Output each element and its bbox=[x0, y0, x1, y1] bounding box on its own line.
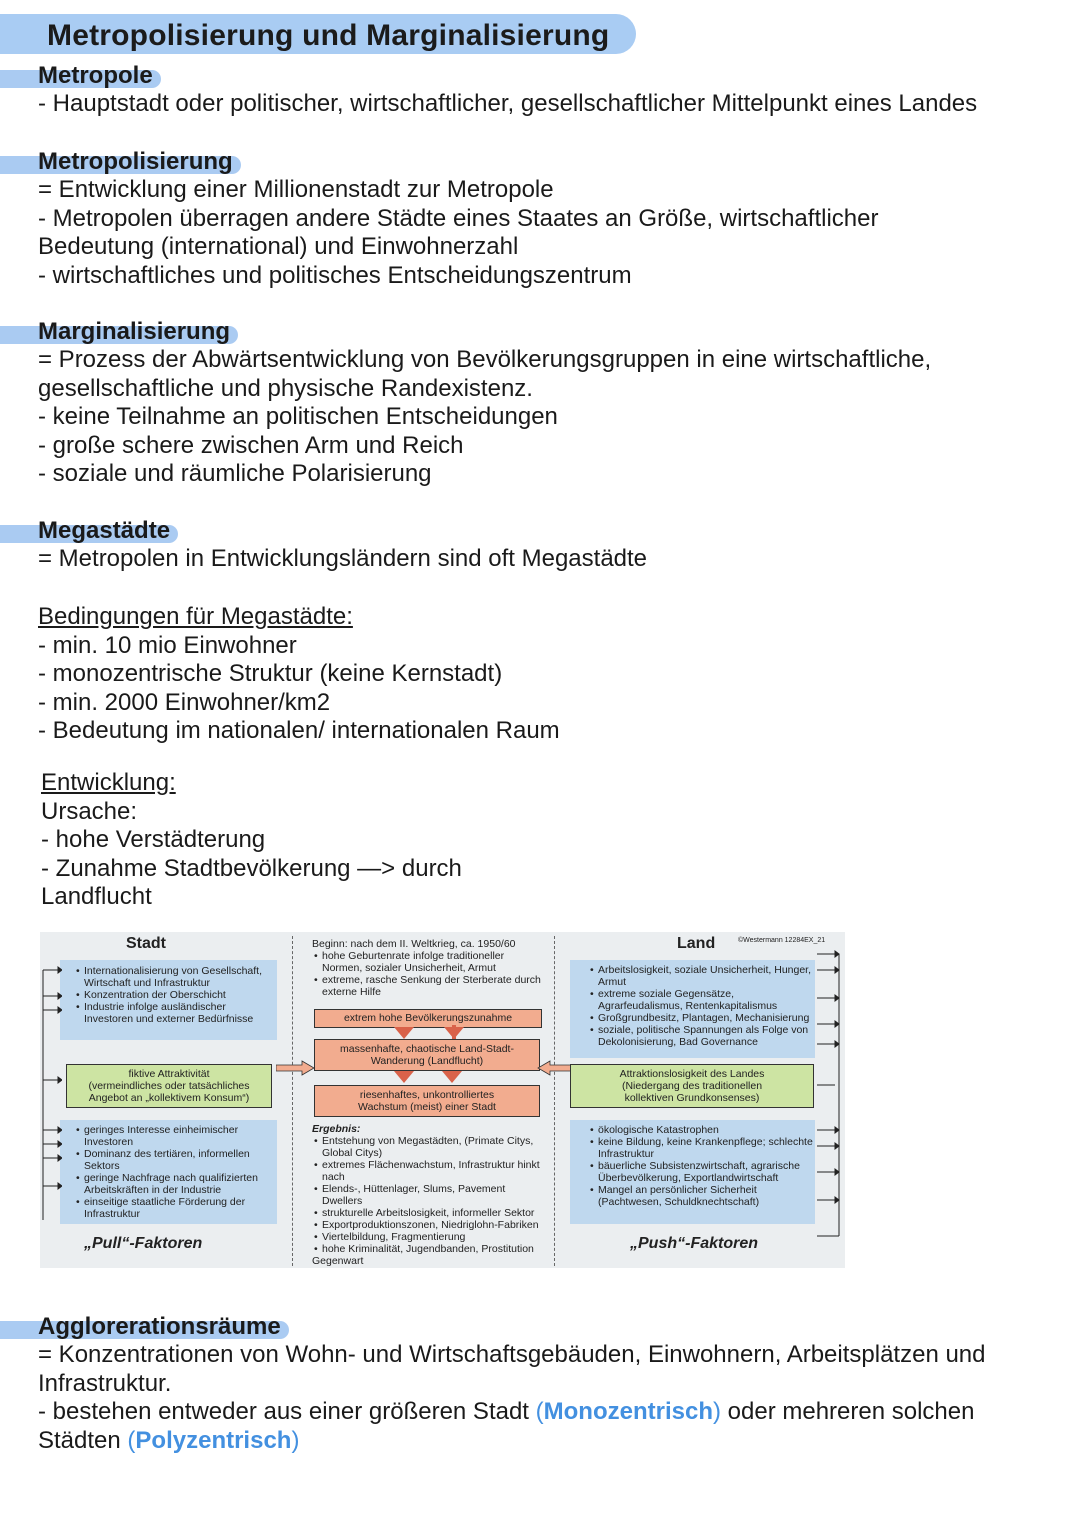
heading-bedingungen: Bedingungen für Megastädte: bbox=[38, 603, 353, 630]
heading-entwicklung: Entwicklung: bbox=[41, 769, 176, 796]
divider-left bbox=[292, 936, 293, 1266]
text-line: = Metropolen in Entwicklungsländern sind oft Megastädte bbox=[38, 545, 648, 572]
text-line: Ursache: bbox=[41, 797, 138, 825]
divider-right bbox=[554, 936, 555, 1266]
list-item: • geringe Nachfrage nach qualifizierten Arbeitskräften in der Industrie bbox=[84, 1172, 277, 1196]
list-item: • strukturelle Arbeitslosigkeit, informeller Sektor bbox=[322, 1207, 548, 1219]
list-item: • Internationalisierung von Gesellschaft, Wirtschaft und Infrastruktur bbox=[84, 965, 277, 989]
beginn-text: Beginn: nach dem II. Weltkrieg, ca. 1950/60 bbox=[312, 938, 516, 950]
text-line: - wirtschaftliches und politisches Entscheidungszentrum bbox=[38, 261, 632, 289]
paren: ( bbox=[127, 1426, 136, 1454]
text-line: - monozentrische Struktur (keine Kernstadt) bbox=[38, 660, 503, 688]
heading-metropole: Metropole bbox=[38, 62, 153, 89]
list-item: • ökologische Katastrophen bbox=[598, 1124, 815, 1136]
text-line: - soziale und räumliche Polarisierung bbox=[38, 460, 432, 488]
red-box-zunahme: extrem hohe Bevölkerungszunahme bbox=[314, 1009, 542, 1028]
box-line: Wachstum (meist) einer Stadt bbox=[358, 1101, 496, 1113]
heading-agglomeration: Agglorerationsräume bbox=[38, 1313, 281, 1340]
list-item: • soziale, politische Spannungen als Folge von Dekolonisierung, Bad Governance bbox=[598, 1024, 815, 1048]
stadt-top-box bbox=[60, 960, 277, 1040]
section-megastaedte bbox=[38, 517, 1048, 574]
fiktive-attraktivitaet-box bbox=[66, 1064, 272, 1108]
text-line: = Prozess der Abwärtsentwicklung von Bevölkerungsgruppen in eine wirtschaftliche, bbox=[38, 346, 932, 373]
list-item: • hohe Geburtenrate infolge traditioneller Normen, sozialer Unsicherheit, Armut bbox=[322, 950, 542, 974]
text-line: - min. 10 mio Einwohner bbox=[38, 631, 297, 659]
list-item: • hohe Kriminalität, Jugendbanden, Prostitution bbox=[322, 1243, 548, 1255]
paren: ) bbox=[712, 1398, 721, 1426]
section-metropolisierung bbox=[38, 148, 1048, 290]
push-faktoren-label: „Push“-Faktoren bbox=[630, 1235, 759, 1252]
push-pull-diagram bbox=[40, 932, 845, 1268]
text-line: - große schere zwischen Arm und Reich bbox=[38, 431, 464, 459]
box-line: Wanderung (Landflucht) bbox=[370, 1055, 484, 1067]
arrow-to-stadt bbox=[276, 1060, 316, 1076]
heading-marginalisierung: Marginalisierung bbox=[38, 318, 231, 345]
section-bedingungen bbox=[38, 603, 1048, 746]
text-line: - min. 2000 Einwohner/km2 bbox=[38, 688, 331, 716]
box-line: riesenhaftes, unkontrolliertes bbox=[359, 1089, 495, 1101]
list-item: • Konzentration der Oberschicht bbox=[84, 989, 277, 1001]
list-item: • extreme soziale Gegensätze, Agrarfeudalismus, Rentenkapitalismus bbox=[598, 988, 815, 1012]
box-line: (vermeindliches oder tatsächliches bbox=[88, 1080, 250, 1092]
box-line: (Niedergang des traditionellen bbox=[621, 1080, 763, 1092]
middle-top-text bbox=[312, 938, 542, 998]
copyright-note: ©Westermann 12284EX_21 bbox=[738, 937, 826, 944]
pull-arrows bbox=[40, 960, 62, 1230]
text-line-poly bbox=[38, 1427, 1048, 1456]
list-item: • Exportproduktionszonen, Niedriglohn-Fabriken bbox=[322, 1219, 548, 1231]
text-line: = Entwicklung einer Millionenstadt zur Metropole bbox=[38, 176, 554, 203]
box-line: kollektiven Grundkonsenses) bbox=[624, 1092, 760, 1104]
list-item: • Mangel an persönlicher Sicherheit (Pachtwesen, Schuldknechtschaft) bbox=[598, 1184, 815, 1208]
list-item: • Industrie infolge ausländischer Investoren und externer Bedürfnisse bbox=[84, 1001, 277, 1025]
land-top-box bbox=[570, 960, 815, 1058]
text-line: gesellschaftliche und physische Randexistenz. bbox=[38, 374, 533, 402]
stadt-bottom-box bbox=[60, 1120, 277, 1224]
text-line: - Metropolen überragen andere Städte eines Staates an Größe, wirtschaftlicher bbox=[38, 204, 879, 232]
gegenwart-label: Gegenwart bbox=[312, 1255, 364, 1267]
list-item: • extremes Flächenwachstum, Infrastruktur hinkt nach bbox=[322, 1159, 548, 1183]
list-item: • geringes Interesse einheimischer Investoren bbox=[84, 1124, 277, 1148]
box-line: fiktive Attraktivität bbox=[128, 1068, 210, 1080]
list-item: • extreme, rasche Senkung der Sterberate durch externe Hilfe bbox=[322, 974, 542, 998]
text-line: - Hauptstadt oder politischer, wirtschaftlicher, gesellschaftlicher Mittelpunkt eines Landes bbox=[38, 90, 978, 117]
box-line: massenhafte, chaotische Land-Stadt- bbox=[340, 1043, 514, 1055]
box-line: Angebot an „kollektivem Konsum“) bbox=[88, 1092, 250, 1104]
text-fragment: - bestehen entweder aus einer größeren Stadt bbox=[38, 1398, 536, 1426]
text-line: Infrastruktur. bbox=[38, 1369, 172, 1397]
section-entwicklung bbox=[41, 769, 1051, 912]
text-line: = Konzentrationen von Wohn- und Wirtschaftsgebäuden, Einwohnern, Arbeitsplätzen und bbox=[38, 1341, 986, 1368]
polyzentrisch-term: Polyzentrisch bbox=[135, 1426, 292, 1454]
attraktionslosigkeit-box bbox=[570, 1064, 814, 1108]
list-item: • keine Bildung, keine Krankenpflege; schlechte Infrastruktur bbox=[598, 1136, 815, 1160]
text-fragment: Städten bbox=[38, 1426, 128, 1454]
red-box-wachstum bbox=[314, 1085, 540, 1117]
middle-bottom-text bbox=[312, 1123, 548, 1267]
section-marginalisierung bbox=[38, 318, 1048, 489]
list-item: • Elends-, Hüttenlager, Slums, Pavement Dwellers bbox=[322, 1183, 548, 1207]
list-item: • Viertelbildung, Fragmentierung bbox=[322, 1231, 548, 1243]
paren: ) bbox=[291, 1426, 300, 1454]
heading-metropolisierung: Metropolisierung bbox=[38, 148, 233, 175]
list-item: • Entstehung von Megastädten, (Primate Citys, Global Citys) bbox=[322, 1135, 548, 1159]
text-line: - keine Teilnahme an politischen Entscheidungen bbox=[38, 403, 558, 431]
text-line: Bedeutung (international) und Einwohnerzahl bbox=[38, 233, 519, 261]
land-bottom-box bbox=[570, 1120, 815, 1224]
monozentrisch-term: Monozentrisch bbox=[543, 1398, 713, 1426]
list-item: • bäuerliche Subsistenzwirtschaft, agrarische Überbevölkerung, Exportlandwirtschaft bbox=[598, 1160, 815, 1184]
list-item: • einseitige staatliche Förderung der Infrastruktur bbox=[84, 1196, 277, 1220]
land-heading: Land bbox=[677, 935, 716, 952]
heading-megastaedte: Megastädte bbox=[38, 517, 171, 544]
push-arrows bbox=[815, 950, 843, 1240]
list-item: • Dominanz des tertiären, informellen Sektors bbox=[84, 1148, 277, 1172]
pull-faktoren-label: „Pull“-Faktoren bbox=[84, 1235, 203, 1252]
list-item: • Arbeitslosigkeit, soziale Unsicherheit, Hunger, Armut bbox=[598, 964, 815, 988]
text-line: - Bedeutung im nationalen/ internationalen Raum bbox=[38, 717, 560, 745]
ergebnis-label: Ergebnis: bbox=[312, 1123, 361, 1135]
text-fragment: oder mehreren solchen bbox=[720, 1398, 975, 1426]
page-title: Metropolisierung und Marginalisierung bbox=[47, 19, 610, 52]
text-line: Landflucht bbox=[41, 883, 152, 911]
box-line: Attraktionslosigkeit des Landes bbox=[619, 1068, 765, 1080]
paren: ( bbox=[535, 1398, 544, 1426]
flow-arrows bbox=[314, 1025, 540, 1087]
text-line-mono bbox=[38, 1398, 1048, 1427]
list-item: • Großgrundbesitz, Plantagen, Mechanisierung bbox=[598, 1012, 815, 1024]
section-metropole bbox=[38, 62, 1048, 119]
text-line: - Zunahme Stadtbevölkerung —> durch bbox=[41, 854, 462, 882]
text-line: - hohe Verstädterung bbox=[41, 826, 266, 854]
section-agglomeration bbox=[38, 1313, 1048, 1455]
stadt-heading: Stadt bbox=[126, 935, 166, 952]
